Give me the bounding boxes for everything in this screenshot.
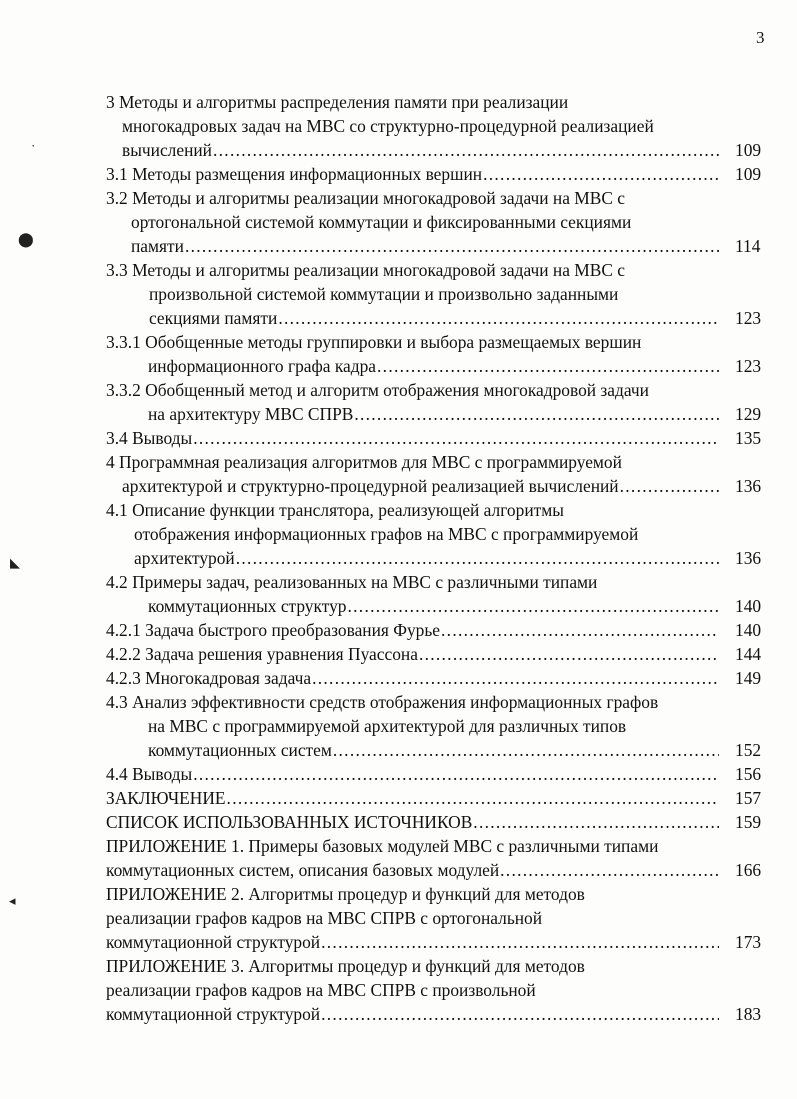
toc-entry-text: СПИСОК ИСПОЛЬЗОВАННЫХ ИСТОЧНИКОВ xyxy=(106,812,473,832)
toc-entry-text: ПРИЛОЖЕНИЕ 1. Примеры базовых модулей МВС с различными типами xyxy=(106,836,659,856)
scan-speck: ◣ xyxy=(10,555,20,570)
toc-entry xyxy=(0,186,797,258)
scan-speck: ⬤ xyxy=(18,233,34,248)
toc-page-number: 144 xyxy=(735,644,762,664)
toc-entry-text: реализации графов кадров на МВС СПРВ с произвольной xyxy=(106,980,536,1000)
toc-entry-text: 3 Методы и алгоритмы распределения памяти при реализации xyxy=(106,92,569,112)
toc-page-number: 166 xyxy=(735,860,762,880)
dot-leader xyxy=(193,762,719,786)
toc-page-number: 140 xyxy=(735,620,762,640)
toc-entry-text: коммутационных систем, описания базовых модулей xyxy=(106,860,500,880)
toc-entry-text: ПРИЛОЖЕНИЕ 3. Алгоритмы процедур и функций для методов xyxy=(106,956,585,976)
toc-entry-text: 3.2 Методы и алгоритмы реализации многокадровой задачи на МВС с xyxy=(106,188,626,208)
toc-entry-text: архитектурой xyxy=(134,548,235,568)
toc-entry-text: коммутационной структурой xyxy=(106,932,321,952)
dot-leader xyxy=(236,546,719,570)
toc-entry-text: архитектурой и структурно-процедурной реализацией вычислений xyxy=(122,476,619,496)
toc-entry xyxy=(0,258,797,330)
toc-page-number: 157 xyxy=(735,788,762,808)
toc-entry-text: информационного графа кадра xyxy=(148,356,377,376)
toc-entry-text: коммутационной структурой xyxy=(106,1004,321,1024)
toc-page-number: 109 xyxy=(735,164,762,184)
toc-entry xyxy=(0,90,797,162)
toc-entry xyxy=(0,810,797,834)
dot-leader xyxy=(473,810,719,834)
toc-page-number: 136 xyxy=(735,548,762,568)
table-of-contents xyxy=(0,90,797,1026)
toc-entry xyxy=(0,330,797,378)
toc-entry xyxy=(0,618,797,642)
toc-entry-text: произвольной системой коммутации и произвольно заданными xyxy=(149,284,619,304)
toc-page-number: 109 xyxy=(735,140,762,160)
toc-entry-text: 3.3 Методы и алгоритмы реализации многокадровой задачи на МВС с xyxy=(106,260,626,280)
dot-leader xyxy=(278,306,719,330)
dot-leader xyxy=(441,618,719,642)
toc-page-number: 136 xyxy=(735,476,762,496)
toc-entry xyxy=(0,786,797,810)
toc-page-number: 159 xyxy=(735,812,762,832)
toc-entry xyxy=(0,762,797,786)
toc-entry xyxy=(0,498,797,570)
toc-page-number: 156 xyxy=(735,764,762,784)
toc-entry-text: реализации графов кадров на МВС СПРВ с ортогональной xyxy=(106,908,543,928)
toc-page-number: 152 xyxy=(735,740,762,760)
toc-entry xyxy=(0,954,797,1026)
dot-leader xyxy=(193,426,719,450)
toc-page-number: 129 xyxy=(735,404,762,424)
toc-page-number: 183 xyxy=(735,1004,762,1024)
toc-entry xyxy=(0,882,797,954)
dot-leader xyxy=(500,858,719,882)
toc-entry xyxy=(0,450,797,498)
toc-entry xyxy=(0,666,797,690)
dot-leader xyxy=(483,162,719,186)
toc-entry-text: 4.2 Примеры задач, реализованных на МВС с различными типами xyxy=(106,572,598,592)
toc-entry xyxy=(0,162,797,186)
dot-leader xyxy=(377,354,719,378)
toc-entry-text: 4.2.3 Многокадровая задача xyxy=(106,668,312,688)
scan-speck: · xyxy=(31,138,36,153)
toc-page-number: 149 xyxy=(735,668,762,688)
toc-page-number: 140 xyxy=(735,596,762,616)
toc-entry-text: 4.2.2 Задача решения уравнения Пуассона xyxy=(106,644,418,664)
page-number: 3 xyxy=(756,28,765,47)
dot-leader xyxy=(333,738,719,762)
dot-leader xyxy=(620,474,719,498)
dot-leader xyxy=(312,666,719,690)
toc-entry-text: 3.4 Выводы xyxy=(106,428,193,448)
toc-entry-text: памяти xyxy=(131,236,184,256)
dot-leader xyxy=(227,786,719,810)
toc-entry-text: ПРИЛОЖЕНИЕ 2. Алгоритмы процедур и функций для методов xyxy=(106,884,585,904)
dot-leader xyxy=(213,138,719,162)
toc-entry-text: 4.1 Описание функции транслятора, реализующей алгоритмы xyxy=(106,500,564,520)
dot-leader xyxy=(348,594,720,618)
toc-entry-text: 3.3.2 Обобщенный метод и алгоритм отображения многокадровой задачи xyxy=(106,380,649,400)
toc-entry-text: 4.3 Анализ эффективности средств отображения информационных графов xyxy=(106,692,659,712)
dot-leader xyxy=(185,234,719,258)
scan-speck: ◂ xyxy=(9,893,16,908)
toc-entry xyxy=(0,426,797,450)
toc-page-number: 114 xyxy=(735,236,761,256)
dot-leader xyxy=(321,1002,719,1026)
toc-entry-text: 3.3.1 Обобщенные методы группировки и выбора размещаемых вершин xyxy=(106,332,642,352)
toc-page-number: 135 xyxy=(735,428,762,448)
dot-leader xyxy=(321,930,719,954)
toc-entry xyxy=(0,834,797,882)
toc-entry-text: 4 Программная реализация алгоритмов для МВС с программируемой xyxy=(106,452,622,472)
toc-entry-text: на МВС с программируемой архитектурой для различных типов xyxy=(148,716,627,736)
toc-entry-text: вычислений xyxy=(122,140,212,160)
dot-leader xyxy=(419,642,719,666)
toc-entry xyxy=(0,690,797,762)
toc-entry xyxy=(0,570,797,618)
toc-page-number: 123 xyxy=(735,356,762,376)
toc-entry-text: многокадровых задач на МВС со структурно-процедурной реализацией xyxy=(122,116,654,136)
toc-entry-text: секциями памяти xyxy=(149,308,278,328)
toc-entry-text: коммутационных систем xyxy=(148,740,332,760)
toc-entry-text: ортогональной системой коммутации и фиксированными секциями xyxy=(131,212,632,232)
toc-entry-text: 4.2.1 Задача быстрого преобразования Фурье xyxy=(106,620,441,640)
toc-entry-text: ЗАКЛЮЧЕНИЕ xyxy=(106,788,226,808)
toc-entry-text: на архитектуру МВС СПРВ xyxy=(148,404,354,424)
toc-entry-text: 4.4 Выводы xyxy=(106,764,193,784)
toc-entry xyxy=(0,642,797,666)
dot-leader xyxy=(354,402,719,426)
toc-entry-text: коммутационных структур xyxy=(148,596,347,616)
toc-entry-text: 3.1 Методы размещения информационных вершин xyxy=(106,164,483,184)
toc-page-number: 123 xyxy=(735,308,762,328)
toc-page-number: 173 xyxy=(735,932,762,952)
toc-entry-text: отображения информационных графов на МВС с программируемой xyxy=(134,524,639,544)
toc-entry xyxy=(0,378,797,426)
